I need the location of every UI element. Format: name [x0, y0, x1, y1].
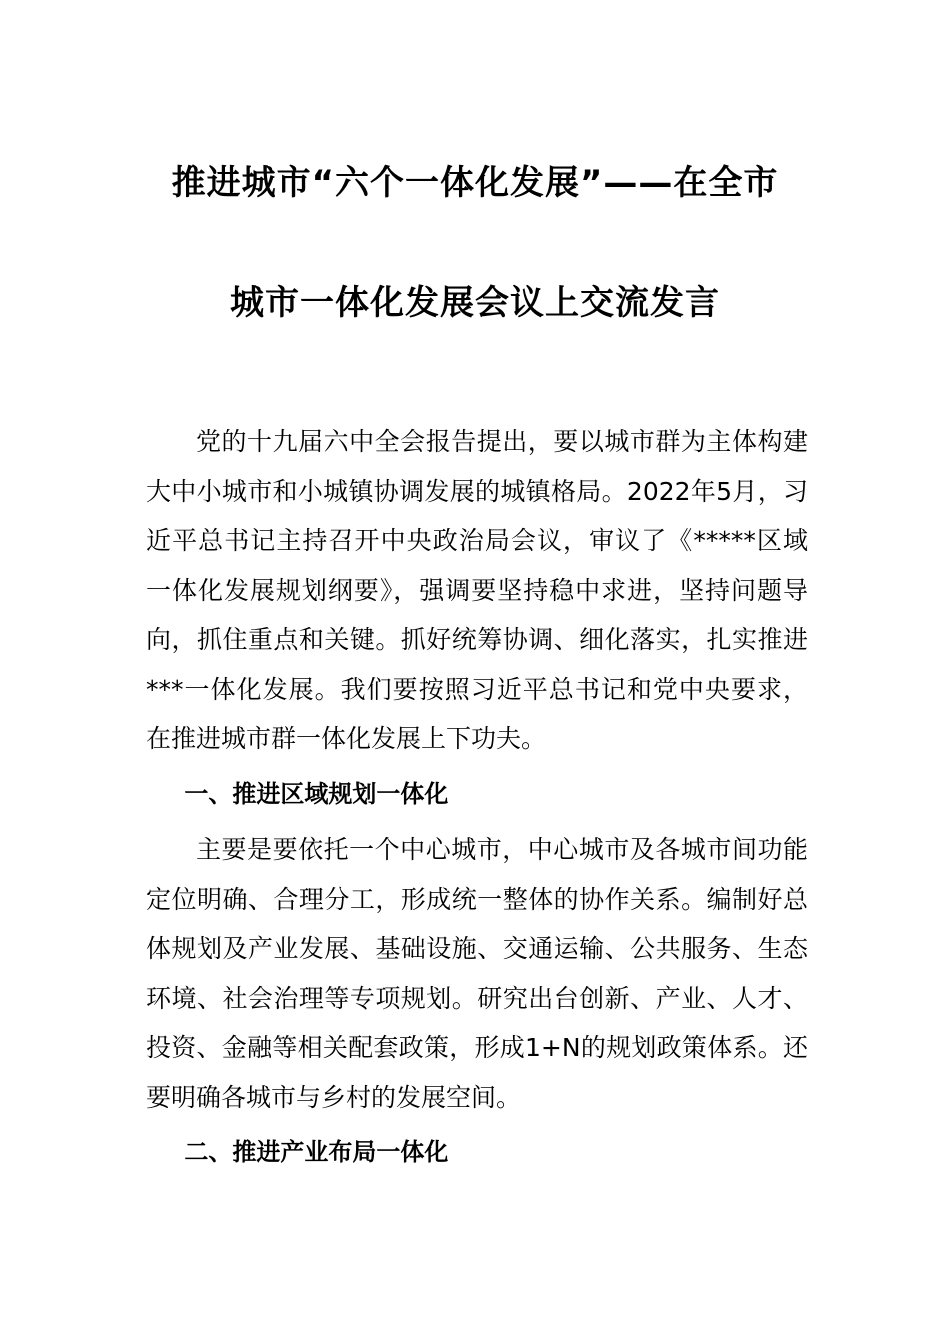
document-title-line-2: 城市一体化发展会议上交流发言: [230, 283, 720, 323]
intro-paragraph: 党的十九届六中全会报告提出，要以城市群为主体构建大中小城市和小城镇协调发展的城镇格局。2022年5月，习近平总书记主持召开中央政治局会议，审议了《*****区域一体化发展规划纲要》，强调要坚持稳中求进，坚持问题导向，抓住重点和关键。抓好统筹协调、细化落实，扎实推进***一体化发展。我们要按照习近平总书记和党中央要求，在推进城市群一体化发展上下功夫。: [146, 427, 808, 753]
section-heading-2: 二、推进产业布局一体化: [184, 1138, 449, 1166]
document-body: [146, 417, 808, 1184]
section-heading-1: 一、推进区域规划一体化: [184, 779, 449, 808]
document-title-line-1: 推进城市“六个一体化发展”——在全市: [171, 163, 779, 203]
section-1-paragraph: 主要是要依托一个中心城市，中心城市及各城市间功能定位明确、合理分工，形成统一整体的协作关系。编制好总体规划及产业发展、基础设施、交通运输、公共服务、生态环境、社会治理等专项规划。研究出台创新、产业、人才、投资、金融等相关配套政策，形成1+N的规划政策体系。还要明确各城市与乡村的发展空间。: [146, 835, 808, 1112]
